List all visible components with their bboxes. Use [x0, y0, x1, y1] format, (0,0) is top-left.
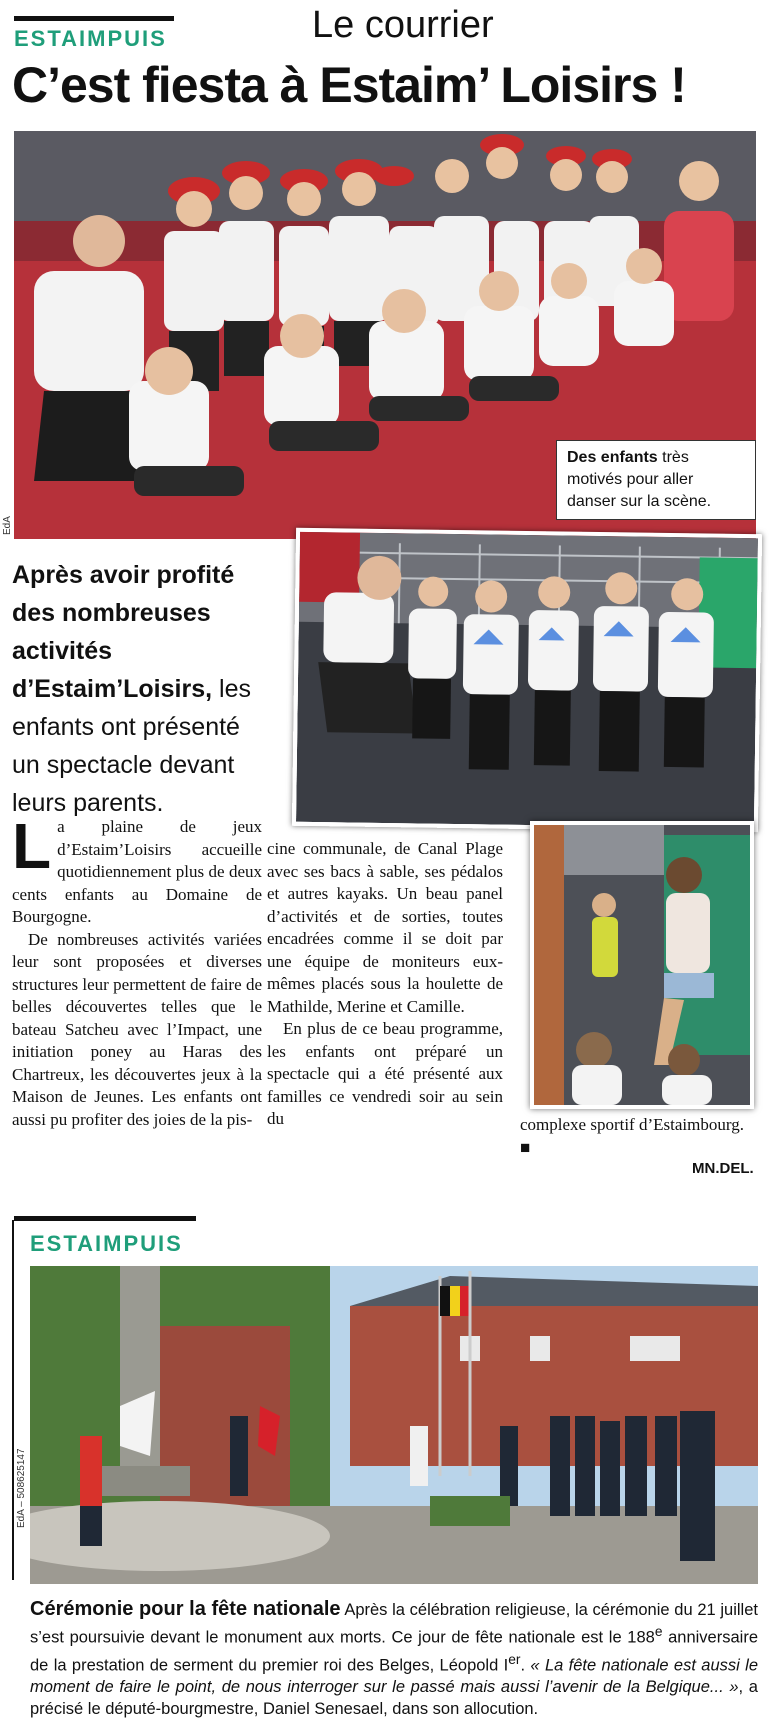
handwritten-source-note: Le courrier — [312, 4, 494, 46]
lead-paragraph — [12, 556, 274, 822]
photo-dance-performance — [530, 821, 754, 1109]
header-rule-2 — [14, 1216, 196, 1221]
caption-quote: « La fête nationale est aussi le moment de faire le point, de nous interroger sur le passé mais aussi l’avenir de la Belgique... » — [30, 1656, 759, 1696]
author-signoff: MN.DEL. — [692, 1160, 754, 1177]
body-paragraph-4: En plus de ce beau programme, les enfants ont préparé un spectacle qui a été présenté aux familles ce vendredi soir au sein du — [267, 1019, 503, 1128]
body-paragraph-3: cine communale, de Canal Plage avec ses bacs à sable, ses pédalos et autres kayaks. Un beau panel d’activités et de sorties, toutes encadrées comme il se doit par une équipe de moniteurs eux-mêmes placés sous la houlette de Mathilde, Merine et Camille. — [267, 839, 503, 1016]
body-column-1 — [12, 810, 262, 1131]
ceremony-caption — [30, 1598, 758, 1720]
caption-body-4: , a précisé le député-bourgmestre, Daniel Senesael, dans son allocution. — [30, 1678, 758, 1718]
caption-title: Cérémonie pour la fête nationale — [30, 1598, 341, 1620]
body-paragraph-5: complexe sportif d’Estaimbourg. — [520, 1115, 744, 1134]
caption-sup-2: er — [508, 1651, 521, 1667]
section-kicker-2: ESTAIMPUIS — [30, 1231, 183, 1256]
caption-body-2: anniversaire de la prestation de serment du premier roi des Belges, Léopold I — [30, 1628, 758, 1674]
left-rule — [12, 1220, 14, 1580]
header-rule — [14, 16, 174, 21]
body-paragraph-2: De nombreuses activités variées leur sont proposées et diverses structures leur permettent de faire de belles découvertes telles que le bateau Satcheu avec l’Impact, une initiation poney au Haras des Chartreux, les découvertes jeux à la Maison de Jeunes. Les enfants ont aussi pu profiter des joies de la pis- — [12, 929, 262, 1129]
end-mark: ■ — [520, 1137, 531, 1157]
photo-credit-2: EdA – 508625147 — [16, 1448, 27, 1528]
body-paragraph-1: a plaine de jeux d’Estaim’Loisirs accueille quotidiennement plus de deux cents enfants au Domaine de Bourgogne. — [12, 817, 262, 926]
photo-ceremony — [30, 1266, 758, 1584]
section-kicker: ESTAIMPUIS — [14, 26, 167, 51]
drop-cap: L — [12, 810, 52, 882]
caption-body-3: . — [520, 1656, 531, 1674]
body-column-2 — [267, 838, 503, 1131]
photo-girls-stage — [292, 528, 762, 832]
caption-bold: Des enfants — [567, 449, 658, 466]
caption-sup-1: e — [654, 1624, 663, 1639]
photo-credit: EdA — [2, 516, 13, 535]
caption-text: très motivés pour aller danser sur la scène. — [567, 449, 712, 510]
lead-text: les enfants ont présenté un spectacle devant leurs parents. — [12, 675, 251, 817]
photo-caption — [556, 440, 756, 520]
headline: C’est fiesta à Estaim’ Loisirs ! — [12, 57, 686, 113]
lead-bold: Après avoir profité des nombreuses activités d’Estaim’Loisirs, — [12, 561, 235, 703]
body-column-3 — [520, 1114, 752, 1159]
caption-body-1: Après la célébration religieuse, la cérémonie du 21 juillet s’est poursuivie devant le monument aux morts. Ce jour de fête nationale est le 188 — [30, 1601, 758, 1647]
